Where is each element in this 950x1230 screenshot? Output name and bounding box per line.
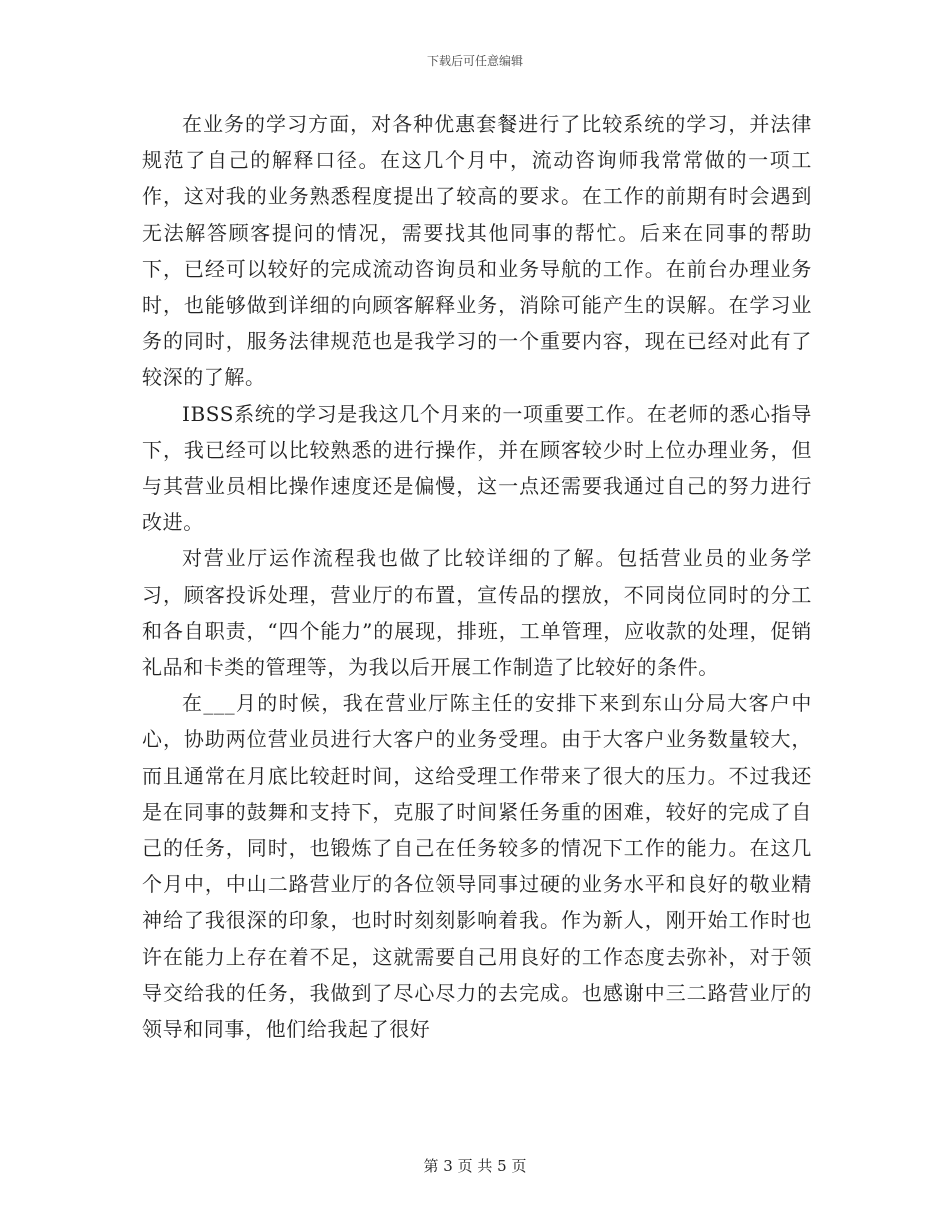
paragraph-hall-workflow: 对营业厅运作流程我也做了比较详细的了解。包括营业员的业务学习，顾客投诉处理，营业厅的布置，宣传品的摆放，不同岗位同时的分工和各自职责，“四个能力”的展现，排班，工单管理，应收款的处理，促销礼品和卡类的管理等，为我以后开展工作制造了比较好的条件。	[142, 546, 812, 680]
document-body	[142, 106, 812, 1047]
paragraph-ibss-system: IBSS系统的学习是我这几个月来的一项重要工作。在老师的悉心指导下，我已经可以比较熟悉的进行操作，并在顾客较少时上位办理业务，但与其营业员相比操作速度还是偏慢，这一点还需要我通过自己的努力进行改进。	[142, 401, 812, 535]
page-header: 下载后可任意编辑	[426, 54, 523, 68]
page-number-footer: 第 3 页 共 5 页	[423, 1157, 527, 1175]
paragraph-business-study: 在业务的学习方面，对各种优惠套餐进行了比较系统的学习，并法律规范了自己的解释口径。在这几个月中，流动咨询师我常常做的一项工作，这对我的业务熟悉程度提出了较高的要求。在工作的前期有时会遇到无法解答顾客提问的情况，需要找其他同事的帮忙。后来在同事的帮助下，已经可以较好的完成流动咨询员和业务导航的工作。在前台办理业务时，也能够做到详细的向顾客解释业务，消除可能产生的误解。在学习业务的同时，服务法律规范也是我学习的一个重要内容，现在已经对此有了较深的了解。	[142, 112, 812, 390]
paragraph-key-account-center: 在___月的时候，我在营业厅陈主任的安排下来到东山分局大客户中心，协助两位营业员进行大客户的业务受理。由于大客户业务数量较大，而且通常在月底比较赶时间，这给受理工作带来了很大的压力。不过我还是在同事的鼓舞和支持下，克服了时间紧任务重的困难，较好的完成了自己的任务，同时，也锻炼了自己在任务较多的情况下工作的能力。在这几个月中，中山二路营业厅的各位领导同事过硬的业务水平和良好的敬业精神给了我很深的印象，也时时刻刻影响着我。作为新人，刚开始工作时也许在能力上存在着不足，这就需要自己用良好的工作态度去弥补，对于领导交给我的任务，我做到了尽心尽力的去完成。也感谢中三二路营业厅的领导和同事，他们给我起了很好	[142, 691, 812, 1042]
